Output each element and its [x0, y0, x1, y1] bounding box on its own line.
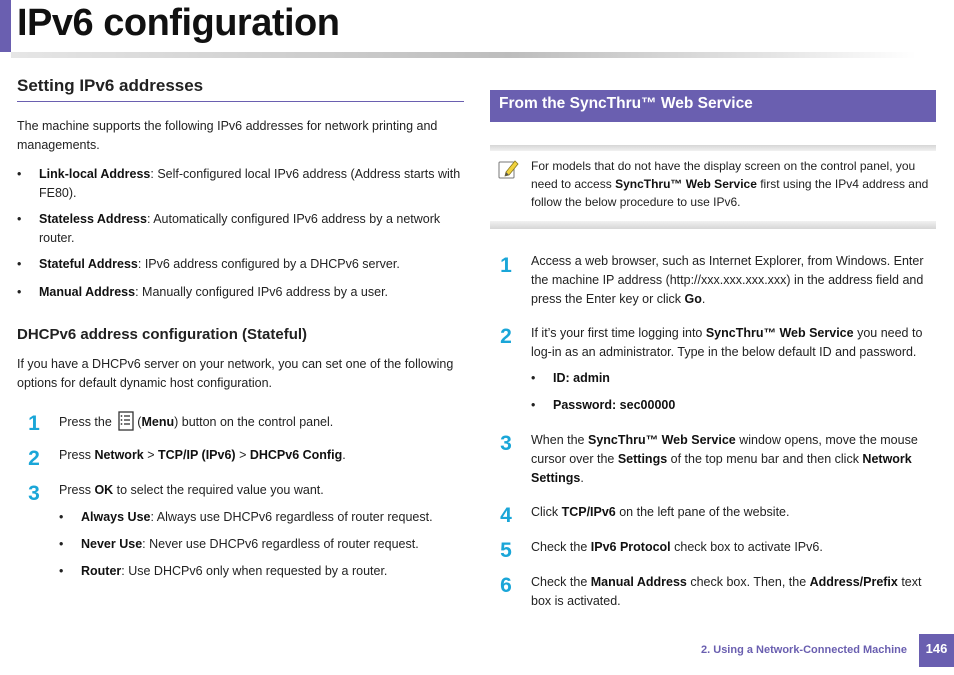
step-text: Press OK to select the required value you want. — [59, 483, 324, 497]
list-item: • Stateful Address: IPv6 address configured by a DHCPv6 server. — [17, 255, 465, 274]
step-text: When the SyncThru™ Web Service window opens, move the mouse cursor over the Settings of the top menu bar and then click Network Settings. — [531, 433, 918, 485]
list-item: • ID: admin — [531, 369, 933, 388]
subsection-intro: If you have a DHCPv6 server on your network, you can set one of the following options for default dynamic host configuration. — [17, 357, 454, 390]
list-item: • Never Use: Never use DHCPv6 regardless of router request. — [59, 535, 471, 554]
step-text: Check the Manual Address check box. Then, the Address/Prefix text box is activated. — [531, 575, 922, 608]
step-number: 6 — [500, 574, 512, 597]
step-number: 4 — [500, 504, 512, 527]
list-item: • Stateless Address: Automatically configured IPv6 address by a network router. — [17, 210, 465, 248]
page-title: IPv6 configuration — [17, 2, 340, 44]
step-number: 5 — [500, 539, 512, 562]
note-top-rule — [490, 145, 936, 151]
step-number: 2 — [28, 447, 40, 470]
title-divider — [11, 52, 916, 58]
menu-icon — [117, 411, 135, 431]
note-text: For models that do not have the display screen on the control panel, you need to access SyncThru™ Web Service first using the IPv4 address and follow the below procedure to use IPv6. — [531, 159, 929, 209]
step-text: Check the IPv6 Protocol check box to activate IPv6. — [531, 540, 823, 554]
list-item: • Manual Address: Manually configured IPv6 address by a user. — [17, 283, 465, 302]
step-number: 1 — [500, 254, 512, 277]
step-text: Press Network > TCP/IP (IPv6) > DHCPv6 Config. — [59, 448, 346, 462]
step-text: Access a web browser, such as Internet Explorer, from Windows. Enter the machine IP address (http://xxx.xxx.xxx.xxx) in the address field and press the Enter key or click Go. — [531, 254, 924, 306]
step-text: Press the (Menu) button on the control panel. — [59, 411, 459, 432]
step-text: Click TCP/IPv6 on the left pane of the website. — [531, 505, 790, 519]
list-item: • Password: sec00000 — [531, 396, 933, 415]
list-item: • Always Use: Always use DHCPv6 regardless of router request. — [59, 508, 471, 527]
step-text: If it’s your first time logging into SyncThru™ Web Service you need to log-in as an administrator. Type in the below default ID and password. — [531, 326, 923, 359]
note-pencil-icon — [498, 158, 520, 180]
list-item: • Link-local Address: Self-configured local IPv6 address (Address starts with FE80). — [17, 165, 465, 203]
list-item: • Router: Use DHCPv6 only when requested by a router. — [59, 562, 471, 581]
title-accent-bar — [0, 0, 11, 52]
section-heading: Setting IPv6 addresses — [17, 76, 464, 102]
subsection-heading: DHCPv6 address configuration (Stateful) — [17, 326, 308, 343]
step-number: 2 — [500, 325, 512, 348]
page-number: 146 — [919, 634, 954, 667]
intro-paragraph: The machine supports the following IPv6 addresses for network printing and managements. — [17, 119, 438, 152]
step-number: 1 — [28, 412, 40, 435]
section-banner — [490, 90, 936, 122]
step-number: 3 — [500, 432, 512, 455]
note-box — [490, 145, 936, 229]
footer-chapter: 2. Using a Network-Connected Machine — [701, 644, 907, 656]
note-bottom-rule — [490, 221, 936, 229]
step-number: 3 — [28, 482, 40, 505]
section-banner-title: From the SyncThru™ Web Service — [499, 95, 753, 112]
